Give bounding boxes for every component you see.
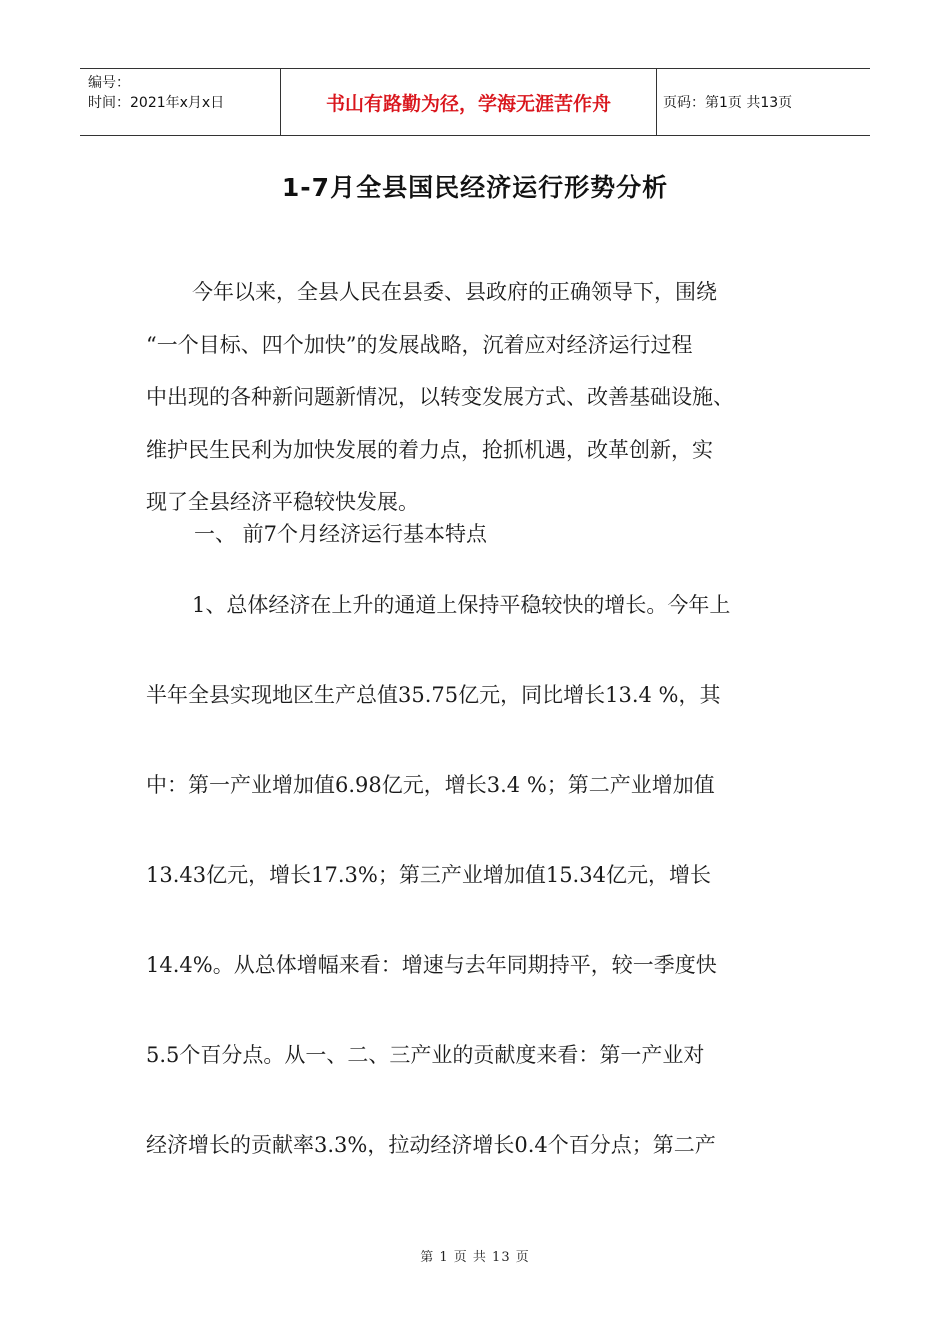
intro-line: 中出现的各种新问题新情况，以转变发展方式、改善基础设施、 — [146, 385, 734, 409]
header-page-info: 页码：第1页 共13页 — [663, 95, 793, 111]
body-paragraph — [146, 560, 816, 1190]
body-line: 经济增长的贡献率3.3%，拉动经济增长0.4个百分点；第二产 — [146, 1133, 716, 1157]
page-footer: 第 1 页 共 13 页 — [420, 1250, 530, 1265]
body-line: 13.43亿元，增长17.3%；第三产业增加值15.34亿元，增长 — [146, 863, 711, 887]
intro-line: 维护民生民利为加快发展的着力点，抢抓机遇，改革创新，实 — [146, 437, 713, 462]
document-title: 1-7月全县国民经济运行形势分析 — [281, 173, 669, 202]
body-line: 14.4%。从总体增幅来看：增速与去年同期持平，较一季度快 — [146, 953, 717, 977]
document-header — [80, 68, 870, 136]
intro-line: 今年以来，全县人民在县委、县政府的正确领导下，围绕 — [192, 280, 717, 304]
body-line: 1、总体经济在上升的通道上保持平稳较快的增长。今年上 — [192, 593, 731, 617]
header-meta-cell — [80, 69, 281, 135]
time-label: 时间：2021年x月x日 — [88, 95, 225, 111]
body-line: 5.5个百分点。从一、二、三产业的贡献度来看：第一产业对 — [146, 1043, 705, 1067]
intro-line: 现了全县经济平稳较快发展。 — [146, 490, 419, 514]
header-motto: 书山有路勤为径，学海无涯苦作舟 — [281, 69, 657, 135]
body-line: 中：第一产业增加值6.98亿元，增长3.4 %；第二产业增加值 — [146, 773, 715, 797]
intro-paragraph — [146, 266, 816, 529]
section-heading: 一、 前7个月经济运行基本特点 — [194, 522, 488, 546]
code-label: 编号： — [88, 75, 130, 91]
intro-line: “一个目标、四个加快”的发展战略，沉着应对经济运行过程 — [146, 332, 693, 357]
body-line: 半年全县实现地区生产总值35.75亿元，同比增长13.4 %，其 — [146, 683, 721, 707]
